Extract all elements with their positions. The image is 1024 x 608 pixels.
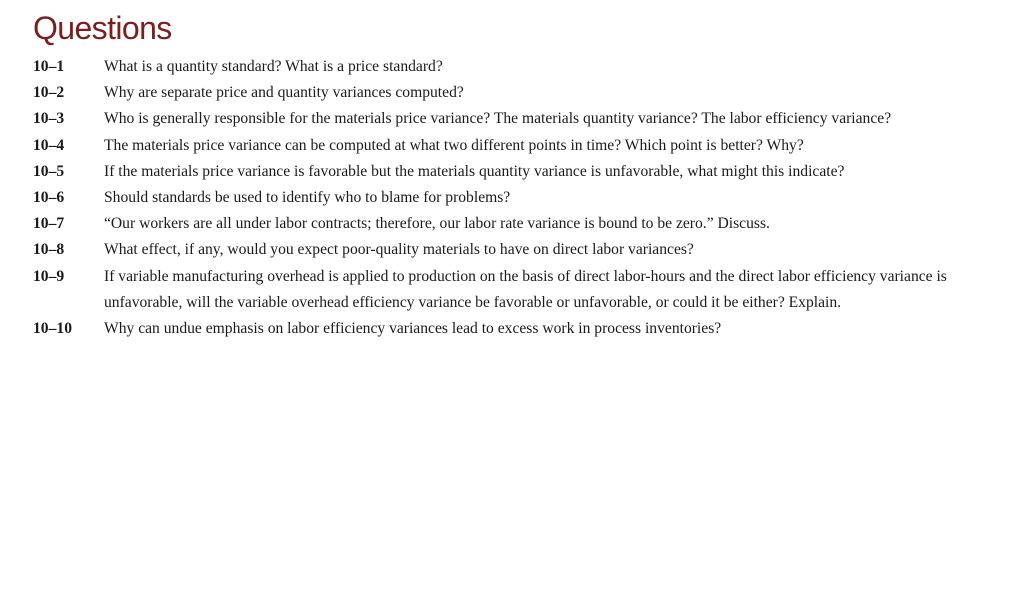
question-text: Why can undue emphasis on labor efficiency variances lead to excess work in process inventories?: [104, 320, 722, 338]
question-item: [33, 211, 1018, 237]
question-item: [33, 185, 1018, 211]
question-text: If the materials price variance is favorable but the materials quantity variance is unfavorable, what might this indicate?: [104, 162, 845, 180]
question-item: [33, 316, 1018, 342]
question-number: 10–4: [33, 136, 65, 154]
question-text: What is a quantity standard? What is a price standard?: [104, 58, 443, 75]
question-text: Should standards be used to identify who to blame for problems?: [104, 189, 511, 207]
question-text: The materials price variance can be computed at what two different points in time? Which point is better? Why?: [104, 136, 804, 154]
question-item: [33, 159, 1018, 185]
question-number: 10–10: [33, 320, 72, 338]
question-text: If variable manufacturing overhead is applied to production on the basis of direct labor-hours and the direct labor efficiency variance is unfavorable, will the variable overhead efficiency variance be favorable or unfavorable, or could it be either? Explain.: [104, 267, 947, 311]
question-item: [33, 54, 1018, 80]
question-item: [33, 264, 1018, 316]
question-number: 10–9: [33, 267, 65, 285]
section-heading: Questions: [33, 10, 172, 46]
question-item: [33, 80, 1018, 106]
question-number: 10–8: [33, 241, 65, 259]
question-number: 10–3: [33, 110, 65, 128]
question-list: [33, 54, 1018, 342]
question-number: 10–7: [33, 215, 65, 233]
question-text: What effect, if any, would you expect poor-quality materials to have on direct labor variances?: [104, 241, 694, 259]
question-text: “Our workers are all under labor contracts; therefore, our labor rate variance is bound to be zero.” Discuss.: [104, 215, 770, 233]
question-text: Who is generally responsible for the materials price variance? The materials quantity variance? The labor efficiency variance?: [104, 110, 892, 128]
question-text: Why are separate price and quantity variances computed?: [104, 84, 464, 102]
question-number: 10–6: [33, 189, 65, 207]
question-number: 10–5: [33, 162, 65, 180]
question-number: 10–2: [33, 84, 65, 102]
question-item: [33, 133, 1018, 159]
question-item: [33, 237, 1018, 263]
question-item: [33, 106, 1018, 132]
question-number: 10–1: [33, 58, 65, 75]
